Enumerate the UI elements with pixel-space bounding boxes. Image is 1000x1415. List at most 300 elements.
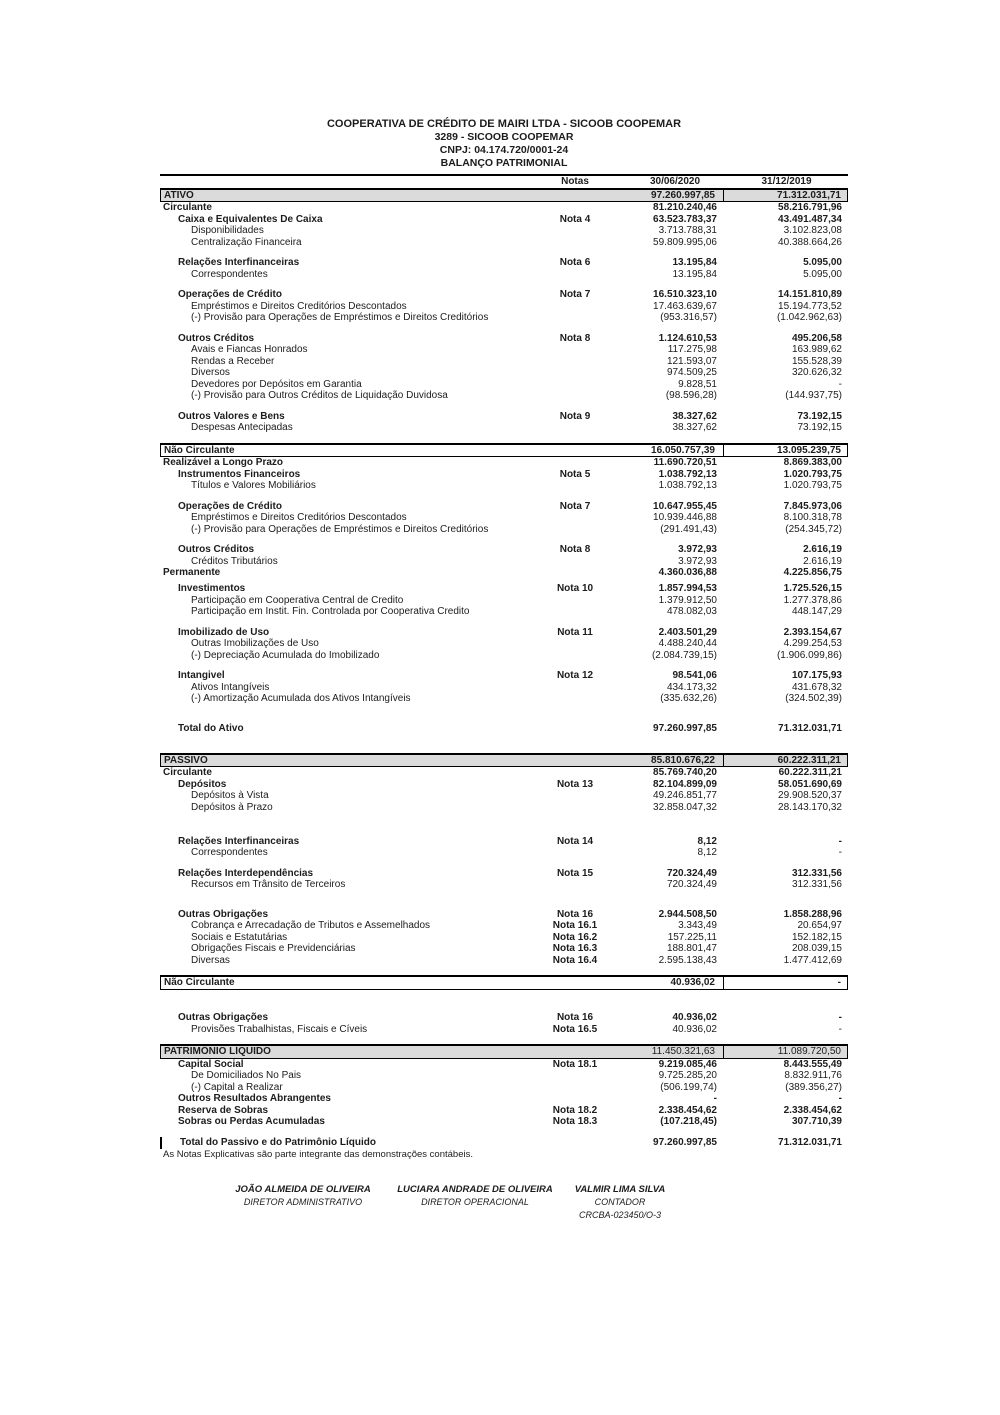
table-row (160, 333, 848, 345)
row-value-2020: (98.596,28) (665, 390, 717, 401)
row-nota (524, 1046, 624, 1058)
row-value-2020: (953.316,57) (660, 312, 717, 323)
row-value-2019: 152.182,15 (791, 931, 842, 943)
page-title-block (160, 0, 848, 170)
row-label: Outros Créditos (178, 332, 255, 344)
row-nota (525, 1082, 625, 1094)
row-label: (-) Provisão para Operações de Empréstimos e Direitos Creditórios (191, 312, 489, 323)
row-value-2020: (291.491,43) (660, 523, 717, 535)
row-label: Recursos em Trânsito de Terceiros (191, 879, 346, 890)
row-value-2020: 40.936,02 (672, 1012, 717, 1023)
row-label: Devedores por Depósitos em Garantia (191, 378, 362, 390)
row-value-2019: 307.710,39 (791, 1116, 842, 1127)
table-row (160, 289, 848, 301)
row-value-2020: 9.725.285,20 (658, 1070, 717, 1081)
table-row (160, 544, 848, 556)
row-label: Empréstimos e Direitos Creditórios Descontados (191, 300, 407, 312)
row-value-2019: 3.102.823,08 (783, 225, 842, 236)
row-value-2020: 11.450.321,63 (624, 1046, 724, 1058)
row-value-2019: 5.095,00 (803, 257, 842, 268)
row-label: (-) Provisão para Operações de Empréstimos e Direitos Creditórios (191, 523, 489, 535)
row-label: Circulante (163, 202, 212, 213)
row-value-2020: 11.690.720,51 (653, 457, 717, 468)
row-nota: Nota 7 (559, 500, 591, 512)
row-nota (525, 344, 625, 356)
spacer-row (160, 248, 848, 257)
row-label: Caixa e Equivalentes De Caixa (178, 213, 323, 225)
row-nota (525, 422, 625, 434)
row-value-2019: 2.616,19 (803, 555, 842, 567)
table-row (160, 836, 848, 848)
table-row (160, 1082, 848, 1094)
row-value-2020: (335.632,26) (660, 693, 717, 704)
row-label: Outros Resultados Abrangentes (178, 1093, 331, 1104)
row-value-2020: 157.225,11 (667, 931, 717, 943)
table-row (160, 975, 848, 990)
table-row (160, 367, 848, 379)
row-nota (525, 225, 625, 237)
row-nota: Nota 16.3 (552, 943, 598, 954)
row-label: Obrigações Fiscais e Previdenciárias (191, 943, 356, 954)
signature-role: CONTADOR (594, 1196, 646, 1207)
row-nota (525, 1137, 625, 1149)
row-nota (524, 445, 624, 457)
row-nota (525, 356, 625, 368)
row-value-2019: 7.845.973,06 (783, 500, 842, 512)
table-row (160, 723, 848, 735)
row-value-2019: (254.345,72) (785, 523, 842, 535)
row-nota: Nota 8 (559, 544, 591, 555)
spacer-row (160, 618, 848, 627)
row-value-2019: 8.100.318,78 (783, 512, 842, 523)
row-nota (525, 237, 625, 249)
row-label: Centralização Financeira (191, 236, 302, 248)
table-row (160, 556, 848, 568)
row-label: Imobilizado de Uso (178, 626, 270, 638)
row-value-2020: 3.343,49 (678, 920, 717, 931)
row-label: Sobras ou Perdas Acumuladas (178, 1116, 325, 1127)
row-label: Depósitos à Prazo (191, 801, 273, 813)
table-row (160, 469, 848, 481)
signature-name: LUCIARA ANDRADE DE OLIVEIRA (397, 1183, 553, 1195)
table-row (160, 356, 848, 368)
row-value-2019: 4.299.254,53 (783, 638, 842, 649)
row-value-2019: - (837, 977, 841, 988)
row-value-2020: 16.510.323,10 (653, 289, 717, 300)
table-row (160, 443, 848, 458)
row-label: Empréstimos e Direitos Creditórios Descontados (191, 512, 407, 523)
row-nota (525, 650, 625, 662)
row-value-2019: 60.222.311,21 (778, 767, 842, 778)
table-row (160, 422, 848, 434)
row-label: Reserva de Sobras (178, 1104, 269, 1116)
table-row (160, 269, 848, 281)
row-value-2019: 208.039,15 (791, 943, 842, 954)
row-value-2020: 974.509,25 (666, 367, 717, 378)
row-value-2019: 1.020.793,75 (783, 468, 842, 480)
row-label: Não Circulante (164, 977, 235, 988)
row-nota (524, 190, 624, 202)
row-value-2019: 71.312.031,71 (777, 189, 841, 201)
row-value-2019: 71.312.031,71 (778, 722, 842, 734)
row-value-2019: - (838, 847, 842, 858)
table-row (160, 480, 848, 492)
row-value-2019: 20.654,97 (797, 920, 842, 931)
row-nota (525, 879, 625, 891)
spacer-row (160, 280, 848, 289)
signature-director-operational (397, 1183, 553, 1209)
row-label: Participação em Instit. Fin. Controlada por Cooperativa Credito (191, 606, 470, 617)
row-value-2019: 11.089.720,50 (777, 1046, 841, 1057)
row-value-2020: 82.104.899,09 (653, 778, 717, 790)
table-row (160, 868, 848, 880)
row-value-2020: 121.593,07 (666, 355, 717, 367)
row-value-2020: 1.124.610,53 (658, 332, 717, 344)
row-nota: Nota 9 (559, 410, 591, 422)
row-label: Total do Ativo (178, 722, 244, 734)
table-row (160, 301, 848, 313)
row-value-2020: 49.246.851,77 (653, 790, 717, 801)
row-value-2020: (2.084.739,15) (651, 649, 717, 661)
row-label: Relações Interdependências (178, 867, 314, 879)
row-label: Outras Imobilizações de Uso (191, 638, 319, 649)
row-value-2020: 3.972,93 (678, 544, 717, 555)
table-row (160, 411, 848, 423)
row-value-2019: - (838, 1012, 842, 1023)
row-nota (525, 457, 625, 469)
table-row (160, 955, 848, 967)
signature-crc: CRCBA-023450/O-3 (578, 1209, 662, 1220)
table-row (160, 214, 848, 226)
table-row (160, 457, 848, 469)
row-label: Outros Valores e Bens (178, 410, 285, 422)
row-value-2020: 13.195,84 (672, 257, 717, 268)
row-value-2020: 478.082,03 (666, 606, 717, 617)
row-value-2019: 73.192,15 (797, 410, 842, 422)
row-label: Permanente (163, 567, 221, 578)
table-row (160, 524, 848, 536)
row-nota (525, 301, 625, 313)
row-value-2019: 107.175,93 (791, 670, 842, 681)
company-cnpj: CNPJ: 04.174.720/0001-24 (439, 144, 569, 156)
company-name: COOPERATIVA DE CRÉDITO DE MAIRI LTDA - SICOOB COOPEMAR (326, 118, 682, 130)
row-label: Despesas Antecipadas (191, 422, 293, 433)
spacer-row (160, 891, 848, 909)
row-value-2020: 720.324,49 (666, 879, 717, 890)
row-value-2020: 13.195,84 (672, 268, 717, 280)
row-value-2019: 58.051.690,69 (778, 778, 842, 790)
spacer-row (160, 1128, 848, 1137)
row-label: PATRIMÔNIO LÍQUIDO (164, 1046, 271, 1057)
row-value-2020: 3.972,93 (678, 555, 717, 567)
row-nota (525, 847, 625, 859)
row-value-2019: 14.151.810,89 (778, 289, 842, 300)
row-value-2020: 720.324,49 (666, 867, 717, 879)
table-row (160, 1070, 848, 1082)
footnote: As Notas Explicativas são parte integrante das demonstrações contábeis. (163, 1148, 473, 1160)
row-value-2019: 1.725.526,15 (783, 583, 842, 594)
table-row (160, 790, 848, 802)
row-value-2020: 3.713.788,31 (658, 225, 717, 236)
table-row (160, 943, 848, 955)
row-value-2019: 1.858.288,96 (783, 908, 842, 920)
row-nota: Nota 4 (559, 213, 591, 225)
signature-block (160, 1175, 848, 1255)
table-row (160, 567, 848, 579)
row-value-2020: 4.488.240,44 (658, 638, 717, 649)
row-nota (525, 595, 625, 607)
row-nota: Nota 16.4 (552, 954, 598, 966)
row-label: Operações de Crédito (178, 500, 282, 512)
table-row (160, 879, 848, 891)
row-value-2020: 4.360.036,88 (658, 567, 717, 578)
signature-role: DIRETOR OPERACIONAL (421, 1196, 529, 1207)
row-value-2019: 155.528,39 (791, 355, 842, 367)
row-value-2019: 8.832.911,76 (784, 1070, 842, 1081)
row-label: Outras Obrigações (178, 1012, 269, 1023)
table-row (160, 638, 848, 650)
table-row (160, 932, 848, 944)
table-row (160, 583, 848, 595)
table-row (160, 225, 848, 237)
signature-name: JOÃO ALMEIDA DE OLIVEIRA (235, 1183, 371, 1195)
row-label: Rendas a Receber (191, 355, 275, 367)
row-value-2020: 17.463.639,67 (653, 300, 717, 312)
row-value-2019: 431.678,32 (791, 681, 842, 693)
table-row (160, 202, 848, 214)
row-label: Outras Obrigações (178, 908, 269, 920)
row-label: Total do Passivo e do Patrimônio Líquido (180, 1136, 376, 1148)
row-value-2020: (107.218,45) (660, 1116, 717, 1127)
spacer-row (160, 324, 848, 333)
row-nota (525, 480, 625, 492)
table-row (160, 767, 848, 779)
row-value-2020: 97.260.997,85 (653, 1136, 717, 1148)
row-value-2020: 59.809.995,06 (653, 236, 717, 248)
row-value-2020: (506.199,74) (660, 1081, 717, 1093)
row-label: Depósitos à Vista (191, 790, 269, 801)
row-value-2019: 5.095,00 (803, 268, 842, 280)
row-label: Créditos Tributários (191, 555, 278, 567)
row-value-2019: - (838, 378, 842, 390)
header-notas: Notas (561, 176, 589, 187)
row-value-2020: 434.173,32 (666, 681, 717, 693)
row-value-2019: - (838, 1093, 842, 1104)
spacer-row (160, 492, 848, 501)
row-value-2020: 2.944.508,50 (658, 908, 717, 920)
row-value-2019: (144.937,75) (785, 390, 842, 401)
row-value-2019: 448.147,29 (791, 606, 842, 617)
row-value-2020: 1.038.792,13 (658, 468, 717, 480)
table-row (160, 1059, 848, 1071)
row-value-2020: 10.647.955,45 (653, 500, 717, 512)
row-nota (525, 524, 625, 536)
row-label: PASSIVO (164, 754, 208, 766)
row-label: Sociais e Estatutárias (191, 931, 288, 943)
row-value-2019: 320.626,32 (791, 367, 842, 378)
table-row (160, 379, 848, 391)
spacer-row (160, 813, 848, 836)
row-value-2020: 85.810.676,22 (624, 755, 724, 767)
spacer-row (160, 859, 848, 868)
row-nota: Nota 18.1 (552, 1058, 598, 1070)
row-value-2020: 2.403.501,29 (658, 626, 717, 638)
row-label: Circulante (163, 767, 212, 778)
row-nota (525, 638, 625, 650)
table-row (160, 344, 848, 356)
row-nota (525, 379, 625, 391)
row-value-2019: - (838, 835, 842, 847)
table-row (160, 257, 848, 269)
row-nota (525, 312, 625, 324)
row-value-2019: 40.388.664,26 (778, 236, 842, 248)
table-row (160, 670, 848, 682)
row-label: Diversos (191, 367, 230, 378)
row-nota (525, 367, 625, 379)
row-value-2019: 13.095.239,75 (777, 444, 841, 456)
row-label: Intangivel (178, 670, 225, 681)
report-title: BALANÇO PATRIMONIAL (440, 157, 568, 169)
row-value-2020: 38.327,62 (672, 410, 717, 422)
table-row (160, 847, 848, 859)
row-nota: Nota 8 (559, 332, 591, 344)
row-label: (-) Provisão para Outros Créditos de Liquidação Duvidosa (191, 390, 448, 401)
row-label: Participação em Cooperativa Central de Credito (191, 594, 404, 606)
row-label: Capital Social (178, 1058, 244, 1070)
row-value-2020: - (713, 1093, 717, 1104)
table-row (160, 312, 848, 324)
row-label: Provisões Trabalhistas, Fiscais e Cíveis (191, 1023, 368, 1035)
row-nota: Nota 18.2 (552, 1104, 598, 1116)
header-desc (160, 176, 525, 188)
row-label: Investimentos (178, 583, 246, 594)
row-value-2019: 1.020.793,75 (783, 480, 842, 491)
row-nota (525, 512, 625, 524)
row-value-2020: 117.275,98 (667, 344, 717, 355)
row-value-2019: 8.869.383,00 (783, 457, 842, 468)
row-value-2020: 38.327,62 (672, 422, 717, 433)
row-label: Diversas (191, 954, 230, 966)
row-nota: Nota 15 (556, 867, 594, 879)
row-value-2019: (1.906.099,86) (776, 649, 842, 661)
spacer-row (160, 705, 848, 723)
table-row (160, 606, 848, 618)
table-row (160, 189, 848, 203)
row-label: Outros Créditos (178, 544, 255, 555)
row-nota (524, 977, 624, 989)
signature-director-administrative (235, 1183, 370, 1209)
row-label: Depósitos (178, 778, 227, 790)
row-label: Correspondentes (191, 847, 268, 858)
row-label: Realizável a Longo Prazo (163, 457, 284, 468)
row-nota (525, 202, 625, 214)
row-nota (525, 390, 625, 402)
spacer-row (160, 434, 848, 443)
signature-name: VALMIR LIMA SILVA (574, 1183, 666, 1195)
table-row (160, 1024, 848, 1036)
table-row (160, 390, 848, 402)
row-nota (525, 767, 625, 779)
table-row (160, 512, 848, 524)
row-nota: Nota 16.2 (552, 931, 598, 943)
row-value-2020: 10.939.446,88 (653, 512, 717, 523)
row-label: (-) Amortização Acumulada dos Ativos Intangíveis (191, 693, 411, 704)
row-nota: Nota 12 (556, 670, 594, 681)
signature-accountant (575, 1183, 666, 1222)
row-label: Operações de Crédito (178, 289, 282, 300)
row-value-2019: 58.216.791,96 (778, 202, 842, 213)
row-nota (525, 682, 625, 694)
row-nota: Nota 14 (556, 835, 594, 847)
row-value-2020: 81.210.240,46 (653, 202, 717, 213)
row-label: Correspondentes (191, 268, 268, 280)
row-value-2020: 63.523.783,37 (653, 213, 717, 225)
balance-table-rows (160, 189, 848, 1161)
row-value-2019: 73.192,15 (797, 422, 842, 433)
table-row (160, 682, 848, 694)
row-label: Avais e Fiancas Honrados (191, 344, 308, 355)
row-value-2019: 2.338.454,62 (783, 1104, 842, 1116)
row-value-2019: 28.143.170,32 (778, 801, 842, 813)
row-nota: Nota 5 (559, 468, 591, 480)
row-nota (525, 1070, 625, 1082)
row-nota (525, 556, 625, 568)
row-nota (525, 723, 625, 735)
row-value-2019: 1.277.378,86 (783, 594, 842, 606)
row-nota: Nota 16.5 (552, 1023, 598, 1035)
spacer-row (160, 1035, 848, 1044)
row-nota (524, 755, 624, 767)
signature-role: DIRETOR ADMINISTRATIVO (243, 1196, 363, 1207)
row-value-2020: 8,12 (697, 835, 717, 847)
row-value-2020: 85.769.740,20 (653, 767, 717, 778)
spacer-row (160, 966, 848, 975)
table-row (160, 1012, 848, 1024)
row-label: Instrumentos Financeiros (178, 468, 301, 480)
row-value-2020: 32.858.047,32 (653, 801, 717, 813)
row-value-2019: 71.312.031,71 (778, 1136, 842, 1148)
row-nota: Nota 7 (559, 289, 591, 300)
row-value-2020: 8,12 (697, 847, 717, 858)
row-value-2019: 2.393.154,67 (783, 626, 842, 638)
header-col-2020: 30/06/2020 (649, 176, 701, 187)
row-nota: Nota 11 (557, 626, 593, 638)
row-value-2020: 40.936,02 (624, 977, 724, 989)
row-value-2020: 1.379.912,50 (658, 594, 717, 606)
row-value-2020: 1.857.994,53 (658, 583, 717, 594)
row-value-2019: (1.042.962,63) (776, 312, 842, 323)
row-nota: Nota 6 (559, 257, 591, 268)
row-value-2019: 312.331,56 (791, 867, 842, 879)
spacer-row (160, 661, 848, 670)
spacer-row (160, 990, 848, 1013)
row-value-2019: 43.491.487,34 (778, 213, 842, 225)
header-col-2019: 31/12/2019 (761, 176, 812, 187)
row-value-2020: 9.828,51 (678, 378, 717, 390)
table-row (160, 1044, 848, 1059)
company-code: 3289 - SICOOB COOPEMAR (434, 131, 574, 143)
row-nota: Nota 18.3 (552, 1116, 598, 1127)
table-row (160, 627, 848, 639)
row-value-2019: 163.989,62 (791, 344, 842, 355)
spacer-row (160, 535, 848, 544)
row-nota (525, 567, 625, 579)
row-label: De Domiciliados No Pais (191, 1070, 302, 1081)
row-value-2019: (324.502,39) (785, 693, 842, 704)
balance-table (160, 174, 848, 1161)
row-label: Disponibilidades (191, 225, 264, 236)
row-value-2019: 312.331,56 (791, 879, 842, 890)
